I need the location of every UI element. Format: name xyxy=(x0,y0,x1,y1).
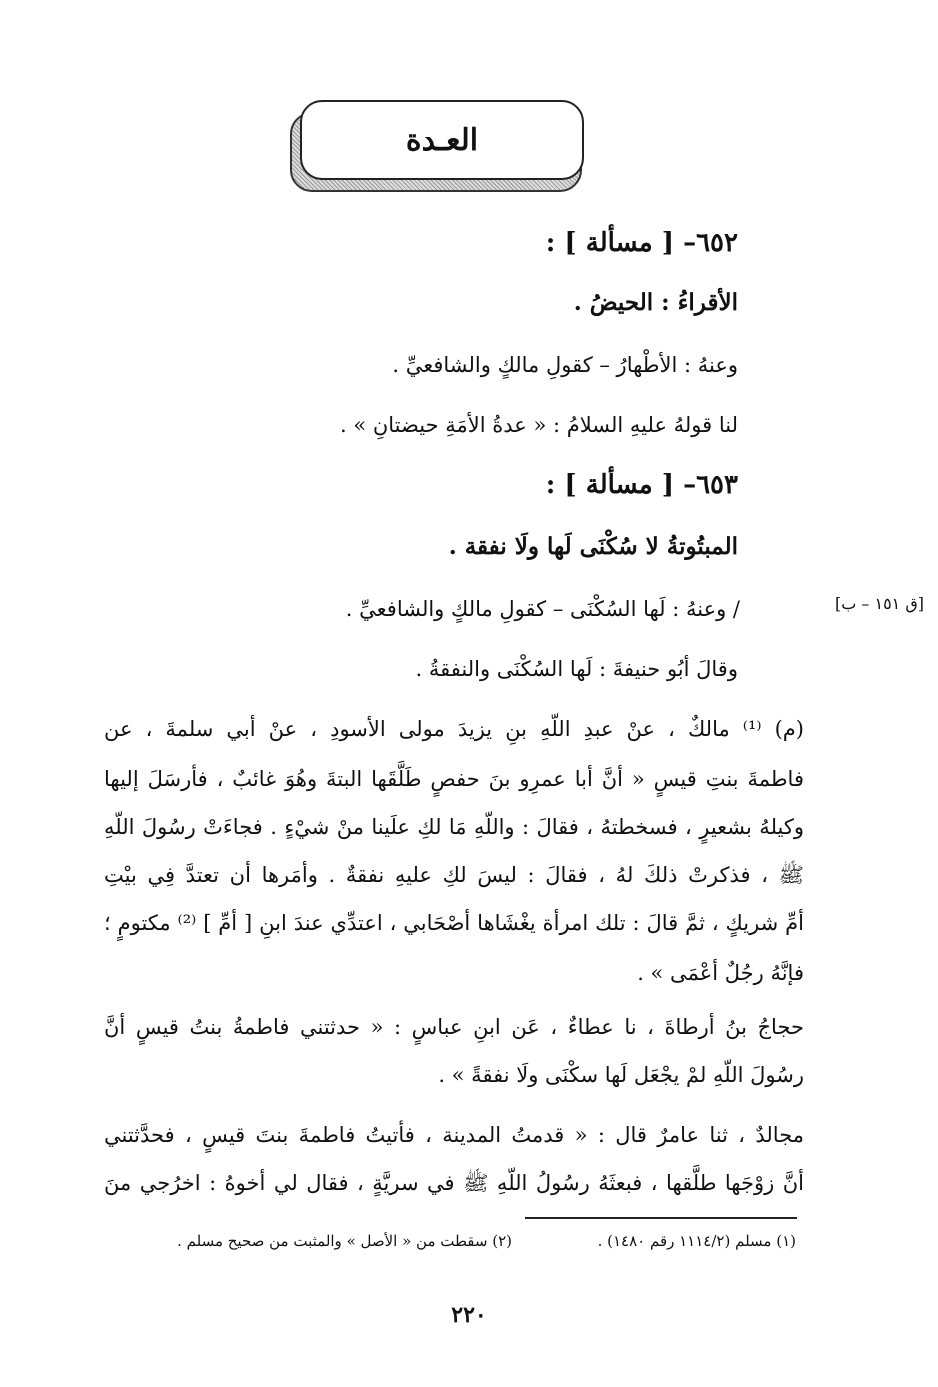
issue-653-abu-hanifa: وقالَ أبُو حنيفةَ : لَها السُكْنَى والنفقةُ . xyxy=(415,657,738,681)
para1-line-6: فإنَّهُ رجُلٌ أعْمَى » . xyxy=(637,961,804,985)
issue-653-rule: المبتُوتةُ لا سُكْنَى لَها ولَا نفقة . xyxy=(448,533,738,560)
para1-line-1: (م) ⁽¹⁾ مالكٌ ، عنْ عبدِ اللّهِ بنِ يزيدَ مولى الأسودِ ، عنْ أبي سلمةَ ، عن xyxy=(104,717,804,741)
para1-line-4: ﷺ ، فذكرتْ ذلكَ لهُ ، فقالَ : ليسَ لكِ عليهِ نفقةٌ . وأمَرها أن تعتدَّ فِي بيْتِ xyxy=(104,863,804,887)
footnote-separator xyxy=(525,1217,797,1219)
para1-line-2: فاطمةَ بنتِ قيسٍ « أنَّ أبا عمرِو بنَ حفصٍ طَلَّقَها البتةَ وهُوَ غائبٌ ، فأرسَلَ إليها xyxy=(104,767,804,791)
issue-652-rule: الأقراءُ : الحيضُ . xyxy=(573,289,738,316)
issue-653-heading: ٦٥٣– [ مسألة ] : xyxy=(545,470,738,500)
page-number: ٢٢٠ xyxy=(451,1302,487,1328)
issue-653-alt-opinion: / وعنهُ : لَها السُكْنَى – كقولِ مالكٍ والشافعيِّ . xyxy=(345,597,740,621)
footnote-2: (٢) سقطت من « الأصل » والمثبت من صحيح مسلم . xyxy=(177,1232,512,1250)
footnote-1: (١) مسلم (١١١٤/٢ رقم ١٤٨٠) . xyxy=(597,1232,796,1250)
chapter-title: العـدة xyxy=(300,100,584,180)
issue-652-heading: ٦٥٢– [ مسألة ] : xyxy=(545,228,738,258)
para3-line-2: أنَّ زوْجَها طلَّقها ، فبعثَهُ رسُولُ اللّهِ ﷺ في سريَّةٍ ، فقال لي أخوهُ : اخرُجي منَ xyxy=(104,1171,804,1195)
issue-652-proof: لنا قولهُ عليهِ السلامُ : « عدةُ الأمَةِ حيضتانِ » . xyxy=(339,413,738,437)
para3-line-1: مجالدٌ ، ثنا عامرٌ قال : « قدمتُ المدينة ، فأتيتُ فاطمةَ بنتَ قيسٍ ، فحدَّثتني xyxy=(104,1123,804,1147)
para2-line-1: حجاجُ بنُ أرطاةَ ، نا عطاءٌ ، عَن ابنِ عباسٍ : « حدثتني فاطمةُ بنتُ قيسٍ أنَّ xyxy=(104,1015,804,1039)
para1-line-3: وكيلهُ بشعيرٍ ، فسخطتهُ ، فقالَ : واللّهِ مَا لكِ علَينا منْ شيْءٍ . فجاءَتْ رسُولَ اللّهِ xyxy=(104,815,804,839)
issue-652-alt-opinion: وعنهُ : الأطْهارُ – كقولِ مالكٍ والشافعيِّ . xyxy=(392,353,738,377)
para1-line-5: أمِّ شريكٍ ، ثمَّ قالَ : تلك امرأة يغْشَاها أصْحَابي ، اعتدِّي عندَ ابنِ [ أمِّ ] ⁽²⁾ مكتومٍ ؛ xyxy=(104,911,805,935)
manuscript-folio-note: [ق ١٥١ – ب] xyxy=(834,594,924,613)
para2-line-2: رسُولَ اللّهِ لمْ يجْعَل لَها سكْنَى ولَا نفقةً » . xyxy=(438,1063,804,1087)
